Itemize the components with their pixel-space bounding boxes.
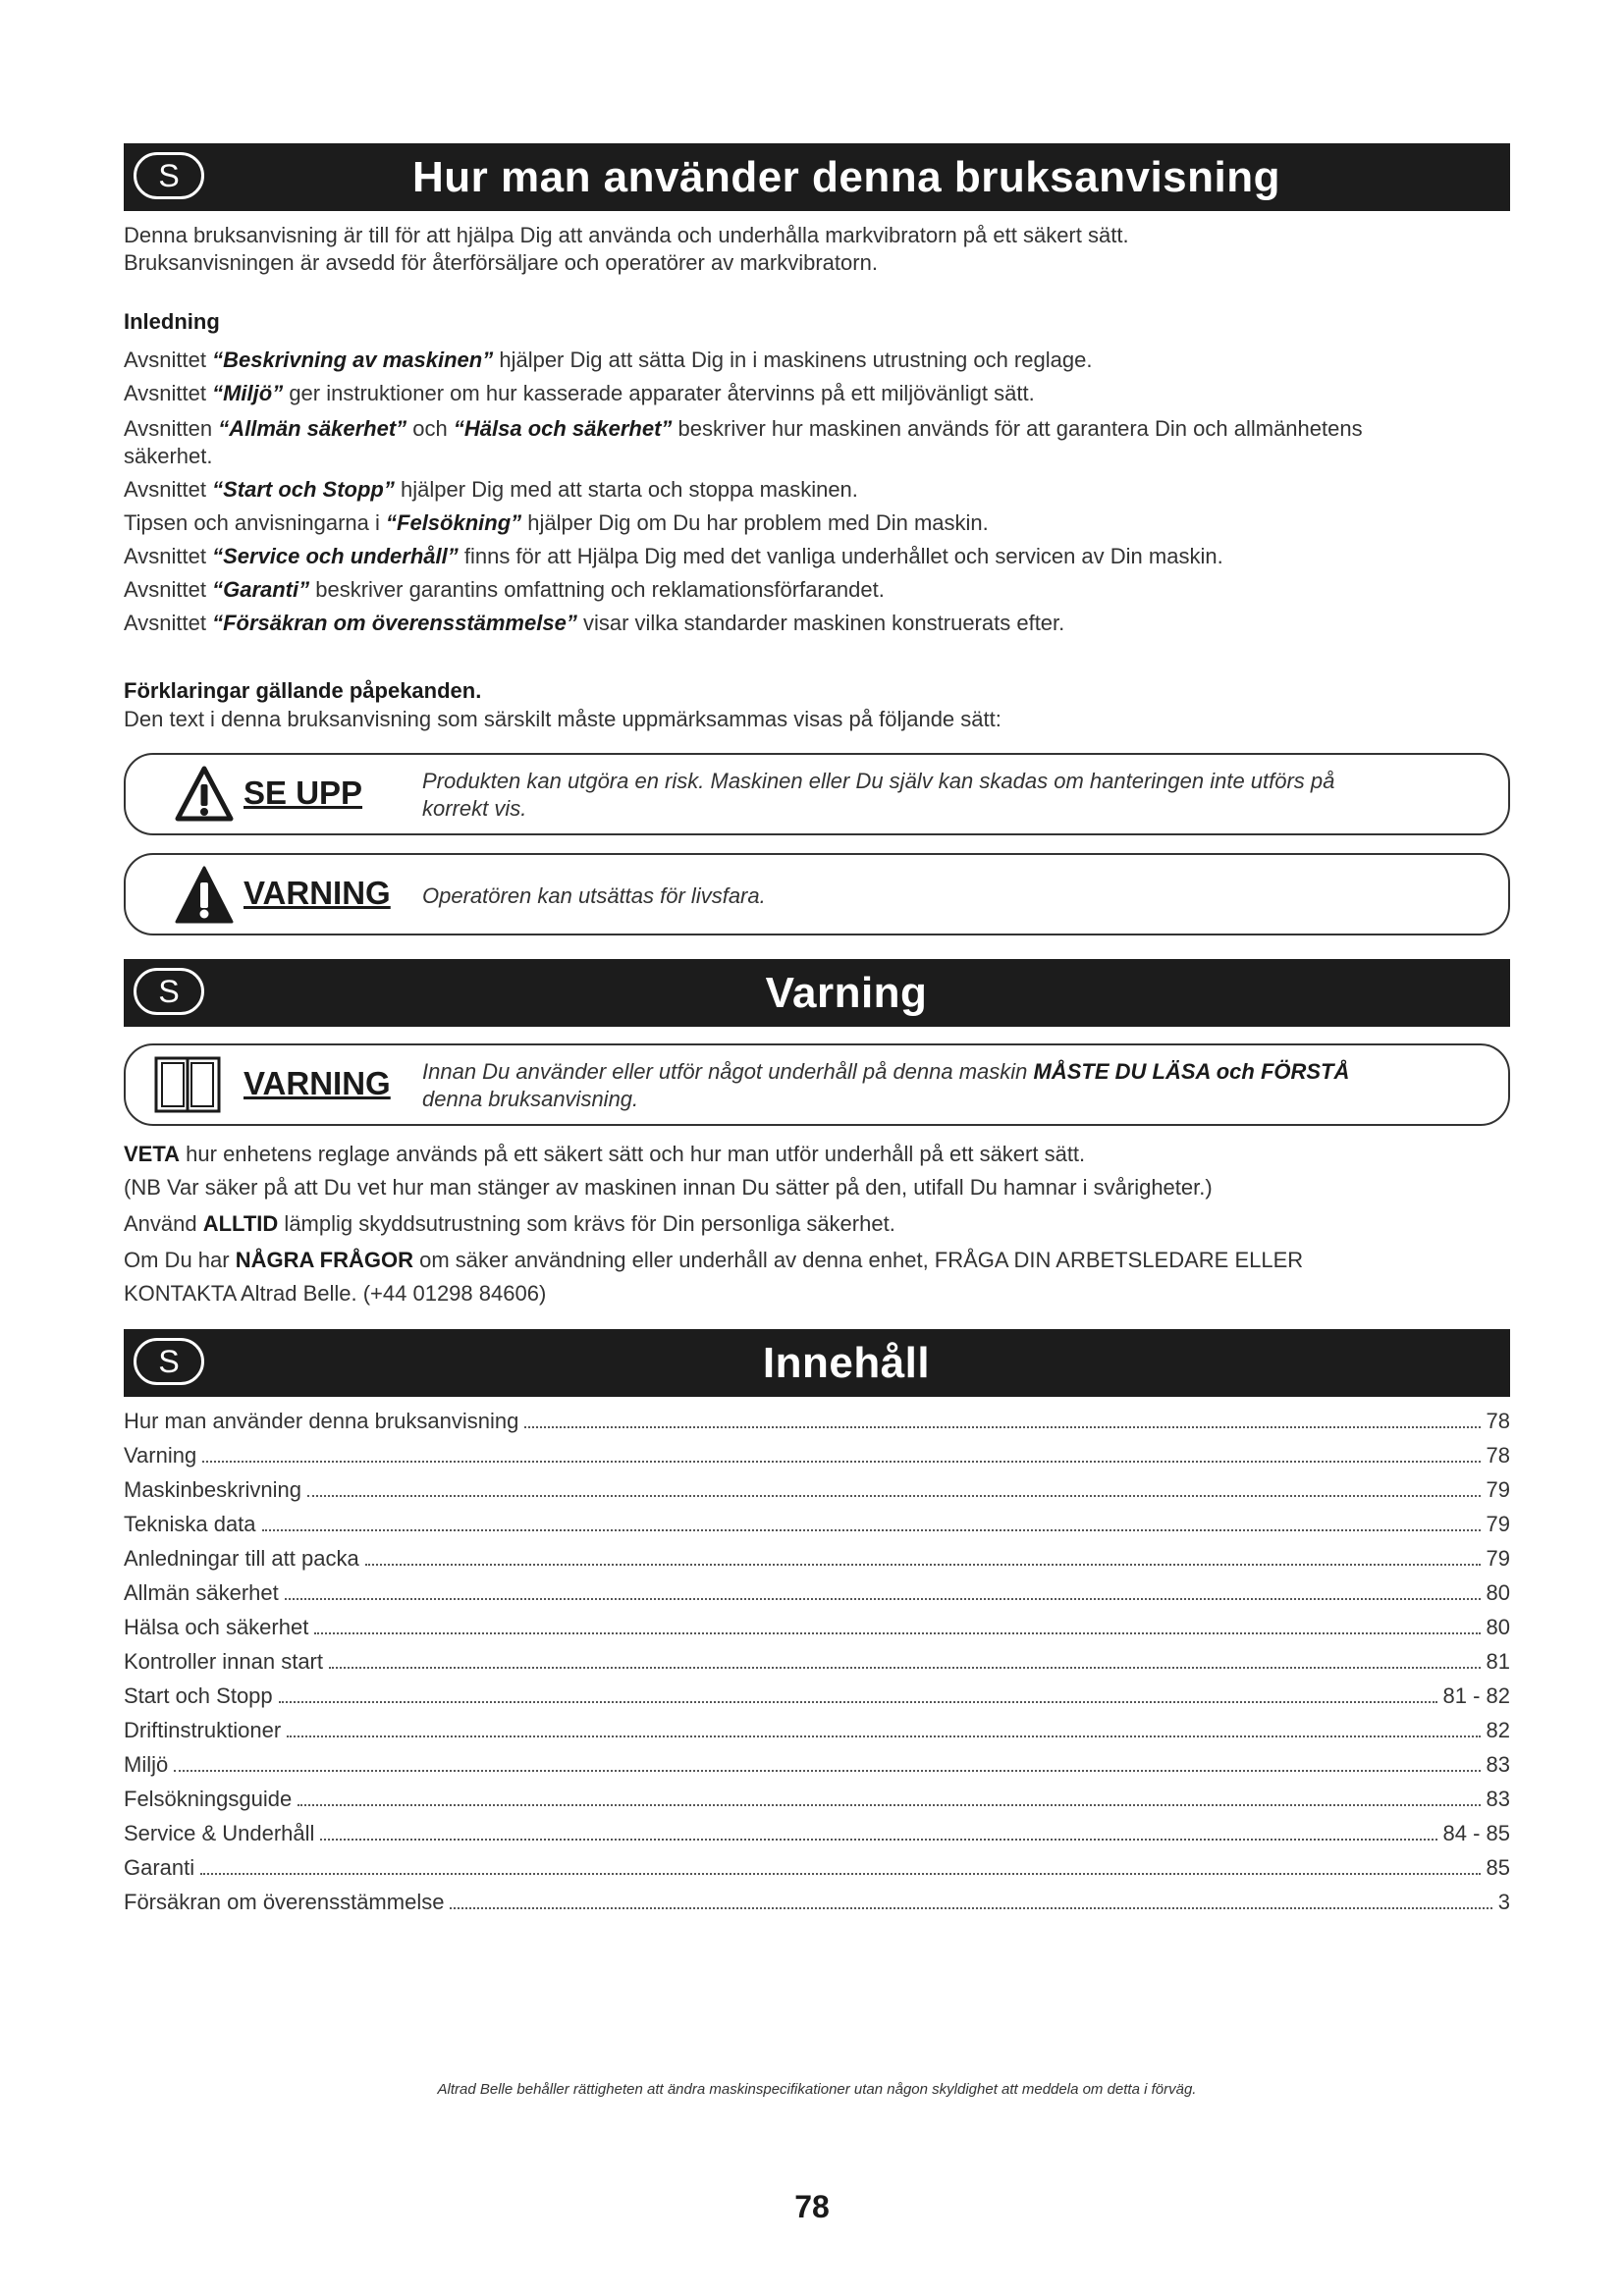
toc-page: 80 <box>1486 1615 1510 1639</box>
varning-paragraphs <box>124 1138 1303 1310</box>
inledning-line: Avsnittet “Garanti” beskriver garantins omfattning och reklamationsförfarandet. <box>124 577 885 602</box>
toc-page: 78 <box>1486 1443 1510 1468</box>
toc-page: 83 <box>1486 1752 1510 1777</box>
s-badge-icon: S <box>134 1338 204 1385</box>
toc-title: Försäkran om överensstämmelse <box>124 1890 445 1914</box>
toc-title: Start och Stopp <box>124 1683 273 1708</box>
warning-text: Operatören kan utsättas för livsfara. <box>422 883 766 908</box>
forklaringar-text: Den text i denna bruksanvisning som särskilt måste uppmärksammas visas på följande sätt: <box>124 707 1001 731</box>
toc-title: Hur man använder denna bruksanvisning <box>124 1409 519 1433</box>
toc-row <box>124 1615 1510 1649</box>
toc-row <box>124 1443 1510 1477</box>
toc-page: 78 <box>1486 1409 1510 1433</box>
toc-leader <box>320 1839 1436 1841</box>
book-icon <box>153 1053 222 1116</box>
inledning-line: Tipsen och anvisningarna i “Felsökning” hjälper Dig om Du har problem med Din maskin. <box>124 510 989 535</box>
toc-leader <box>314 1632 1480 1634</box>
toc-row <box>124 1718 1510 1752</box>
alltid-line: Använd ALLTID lämplig skyddsutrustning som krävs för Din personliga säkerhet. <box>124 1211 895 1236</box>
toc-title: Driftinstruktioner <box>124 1718 282 1742</box>
toc-leader <box>200 1873 1480 1875</box>
inledning-line: Avsnittet “Beskrivning av maskinen” hjälper Dig att sätta Dig in i maskinens utrustning och reglage. <box>124 347 1093 372</box>
toc-leader <box>450 1907 1491 1909</box>
toc-leader <box>365 1564 1481 1566</box>
s-badge-icon: S <box>134 152 204 199</box>
section-header-innehall <box>124 1329 1510 1397</box>
toc-leader <box>285 1598 1481 1600</box>
toc-page: 81 <box>1486 1649 1510 1674</box>
s-badge-icon: S <box>134 968 204 1015</box>
toc-row <box>124 1787 1510 1821</box>
section-title: Varning <box>765 968 928 1017</box>
toc-page: 81 - 82 <box>1442 1683 1510 1708</box>
section-header-varning <box>124 959 1510 1027</box>
toc-row <box>124 1821 1510 1855</box>
toc-title: Felsökningsguide <box>124 1787 293 1811</box>
toc-page: 85 <box>1486 1855 1510 1880</box>
toc-title: Miljö <box>124 1752 169 1777</box>
toc-row <box>124 1580 1510 1615</box>
toc-row <box>124 1409 1510 1443</box>
toc-leader <box>174 1770 1480 1772</box>
toc-row <box>124 1546 1510 1580</box>
caution-label: SE UPP <box>244 774 363 811</box>
fragor-line: Om Du har NÅGRA FRÅGOR om säker användning eller underhåll av denna enhet, FRÅGA DIN ARBETSLEDARE ELLER <box>124 1248 1304 1272</box>
toc-title: Hälsa och säkerhet <box>124 1615 309 1639</box>
read-manual-notice <box>124 1043 1510 1126</box>
toc-title: Kontroller innan start <box>124 1649 323 1674</box>
toc-title: Maskinbeskrivning <box>124 1477 301 1502</box>
warning-label: VARNING <box>244 875 391 911</box>
toc-row <box>124 1649 1510 1683</box>
toc-row <box>124 1855 1510 1890</box>
toc-page: 79 <box>1486 1512 1510 1536</box>
warning-label: VARNING <box>244 1065 391 1101</box>
caution-text: Produkten kan utgöra en risk. Maskinen eller Du själv kan skadas om hanteringen inte utförs på korrekt vis. <box>422 769 1335 821</box>
toc-leader <box>287 1735 1480 1737</box>
warning-triangle-outline-icon <box>175 765 234 824</box>
toc-title: Tekniska data <box>124 1512 256 1536</box>
toc-row <box>124 1512 1510 1546</box>
section-title: Innehåll <box>762 1338 931 1387</box>
toc-title: Allmän säkerhet <box>124 1580 279 1605</box>
veta-line: VETA hur enhetens reglage används på ett säkert sätt och hur man utför underhåll på ett säkert sätt. <box>124 1142 1086 1166</box>
toc-leader <box>262 1529 1481 1531</box>
toc-title: Varning <box>124 1443 197 1468</box>
inledning-line: Avsnittet “Service och underhåll” finns för att Hjälpa Dig med det vanliga underhållet och servicen av Din maskin. <box>124 544 1223 568</box>
read-manual-text: Innan Du använder eller utför något underhåll på denna maskin MÅSTE DU LÄSA och FÖRSTÅ denna bruksanvisning. <box>422 1059 1350 1111</box>
forklaringar-heading: Förklaringar gällande påpekanden. <box>124 678 482 703</box>
toc-title: Anledningar till att packa <box>124 1546 359 1571</box>
section-header-instructions <box>124 143 1510 211</box>
toc-row <box>124 1752 1510 1787</box>
toc-page: 82 <box>1486 1718 1510 1742</box>
toc-title: Garanti <box>124 1855 195 1880</box>
inledning-line: Avsnittet “Miljö” ger instruktioner om hur kasserade apparater återvinns på ett miljövänligt sätt. <box>124 381 1035 405</box>
table-of-contents <box>124 1409 1510 1924</box>
page-number: 78 <box>794 2189 830 2224</box>
toc-page: 79 <box>1486 1546 1510 1571</box>
intro-paragraph: Denna bruksanvisning är till för att hjälpa Dig att använda och underhålla markvibratorn på ett säkert sätt. Bruksanvisningen är avsedd för återförsäljare och operatörer av markvibratorn. <box>124 223 1129 275</box>
toc-row <box>124 1890 1510 1924</box>
toc-row <box>124 1683 1510 1718</box>
warning-notice <box>124 853 1510 935</box>
toc-page: 83 <box>1486 1787 1510 1811</box>
toc-page: 84 - 85 <box>1442 1821 1510 1845</box>
caution-notice <box>124 753 1510 835</box>
section-title: Hur man använder denna bruksanvisning <box>411 152 1281 201</box>
toc-leader <box>307 1495 1481 1497</box>
inledning-line: Avsnittet “Försäkran om överensstämmelse” visar vilka standarder maskinen konstruerats efter. <box>124 611 1065 635</box>
inledning-line: säkerhet. <box>124 444 213 468</box>
toc-page: 3 <box>1497 1890 1510 1914</box>
inledning-line: Avsnittet “Start och Stopp” hjälper Dig med att starta och stoppa maskinen. <box>124 477 858 502</box>
toc-leader <box>298 1804 1480 1806</box>
warning-triangle-filled-icon <box>175 865 234 928</box>
toc-page: 79 <box>1486 1477 1510 1502</box>
kontakta-line: KONTAKTA Altrad Belle. (+44 01298 84606) <box>124 1281 547 1306</box>
inledning-heading: Inledning <box>124 309 220 334</box>
inledning-line: Avsnitten “Allmän säkerhet” och “Hälsa och säkerhet” beskriver hur maskinen används för att garantera Din och allmänhetens <box>124 416 1363 441</box>
nb-line: (NB Var säker på att Du vet hur man stänger av maskinen innan Du sätter på den, utifall Du hamnar i svårigheter.) <box>124 1175 1213 1200</box>
toc-page: 80 <box>1486 1580 1510 1605</box>
toc-row <box>124 1477 1510 1512</box>
inledning-list <box>124 344 1363 640</box>
toc-title: Service & Underhåll <box>124 1821 315 1845</box>
disclaimer: Altrad Belle behåller rättigheten att ändra maskinspecifikationer utan någon skyldighet att meddela om detta i förväg. <box>437 2081 1197 2098</box>
toc-leader <box>524 1426 1480 1428</box>
toc-leader <box>329 1667 1481 1669</box>
toc-leader <box>202 1461 1480 1463</box>
toc-leader <box>279 1701 1437 1703</box>
